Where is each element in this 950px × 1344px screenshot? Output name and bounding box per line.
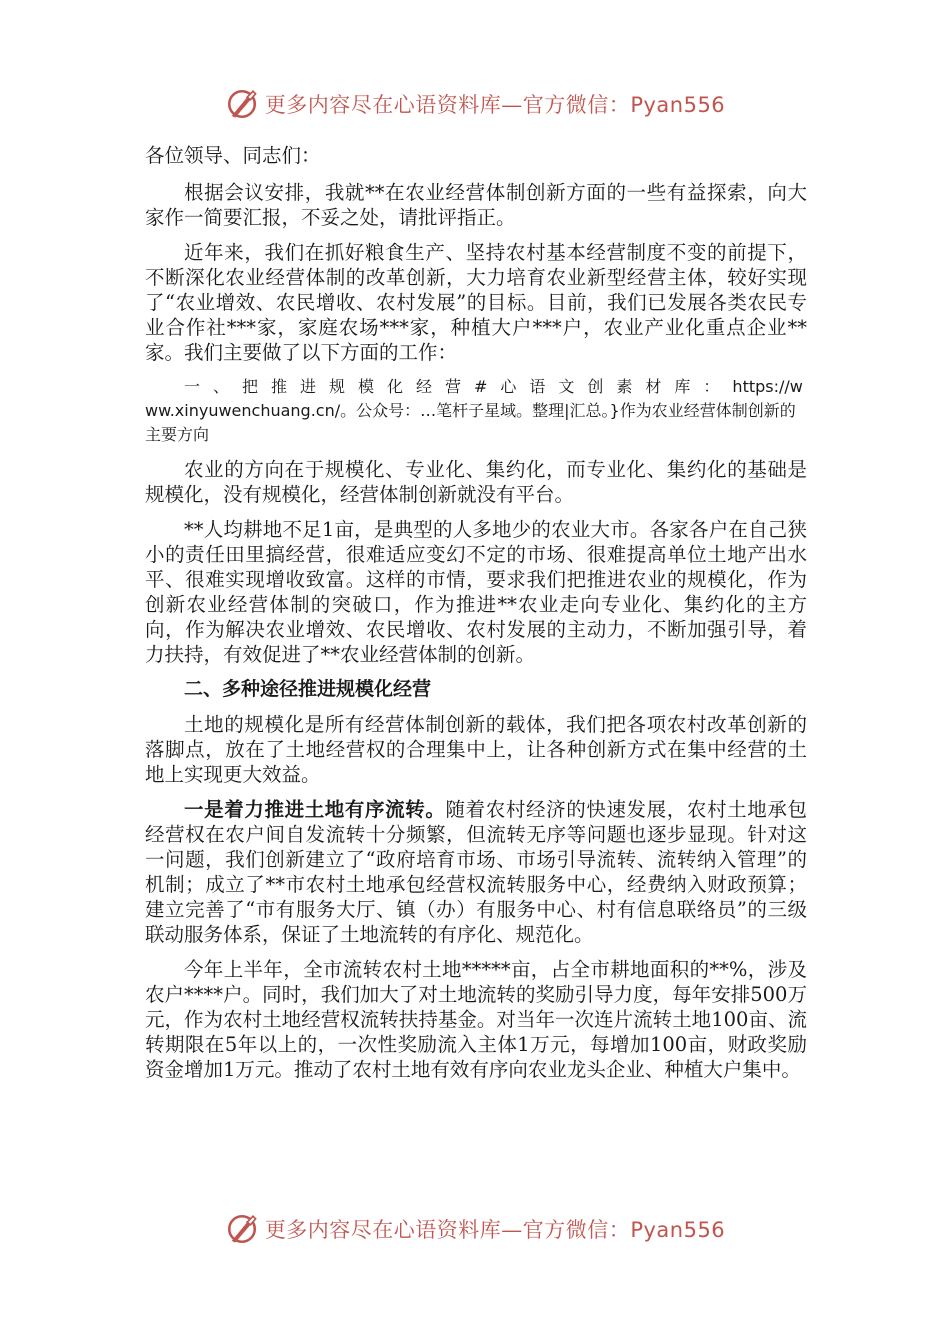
- banner-text: 更多内容尽在心语资料库—官方微信：Pyan556: [264, 1218, 726, 1242]
- land-paragraph: 土地的规模化是所有经营体制创新的载体，我们把各项农村改革创新的落脚点，放在了土地经营权的合理集中上，让各种创新方式在集中经营的土地上实现更大效益。: [145, 713, 807, 786]
- background-paragraph: 近年来，我们在抓好粮食生产、坚持农村基本经营制度不变的前提下，不断深化农业经营体制的改革创新，大力培育农业新型经营主体，较好实现了“农业增效、农民增收、农村发展”的目标。目前，我们已发展各类农民专业合作社***家，家庭农场***家，种植大户***户，农业产业化重点企业**家。我们主要做了以下方面的工作：: [145, 241, 807, 364]
- status-paragraph: **人均耕地不足1亩，是典型的人多地少的农业大市。各家各户在自己狭小的责任田里搞经营，很难适应变幻不定的市场、很难提高单位土地产出水平、很难实现增收致富。这样的市情，要求我们把推进农业的规模化，作为创新农业经营体制的突破口，作为推进**农业走向专业化、集约化的主方向，作为解决农业增效、农民增收、农村发展的主动力，不断加强引导，着力扶持，有效促进了**农业经营体制的创新。: [145, 518, 807, 666]
- banner-text: 更多内容尽在心语资料库—官方微信：Pyan556: [264, 93, 726, 117]
- pen-logo-icon: [225, 1212, 259, 1246]
- header-banner: [0, 84, 950, 124]
- greeting: 各位领导、同志们：: [145, 144, 321, 167]
- section-2-heading: 二、多种途径推进规模化经营: [184, 678, 432, 700]
- intro-paragraph: 根据会议安排，我就**在农业经营体制创新方面的一些有益探索，向大家作一简要汇报，不妥之处，请批评指正。: [145, 181, 807, 229]
- document-body: [145, 143, 807, 1092]
- transfer-paragraph: 一是着力推进土地有序流转。随着农村经济的快速发展，农村土地承包经营权在农户间自发流转十分频繁，但流转无序等问题也逐步显现。针对这一问题，我们创新建立了“政府培育市场、市场引导流转、流转纳入管理”的机制；成立了**市农村土地承包经营权流转服务中心，经费纳入财政预算；建立完善了“市有服务大厅、镇（办）有服务中心、村有信息联络员”的三级联动服务体系，保证了土地流转的有序化、规范化。: [145, 798, 807, 946]
- section-1-heading: 一、把推进规模化经营#心语文创素材库：https://www.xinyuwenchuang.cn/。公众号：…笔杆子星域。整理|汇总。}作为农业经营体制创新的主要方向: [145, 377, 803, 444]
- pen-logo-icon: [225, 87, 259, 121]
- direction-paragraph: 农业的方向在于规模化、专业化、集约化，而专业化、集约化的基础是规模化，没有规模化，经营体制创新就没有平台。: [145, 458, 807, 506]
- footer-banner: [0, 1209, 950, 1249]
- stats-paragraph: 今年上半年，全市流转农村土地*****亩，占全市耕地面积的**%，涉及农户****户。同时，我们加大了对土地流转的奖励引导力度，每年安排500万元，作为农村土地经营权流转扶持基金。对当年一次连片流转土地100亩、流转期限在5年以上的，一次性奖励流入主体1万元，每增加100亩，财政奖励资金增加1万元。推动了农村土地有效有序向农业龙头企业、种植大户集中。: [145, 958, 807, 1081]
